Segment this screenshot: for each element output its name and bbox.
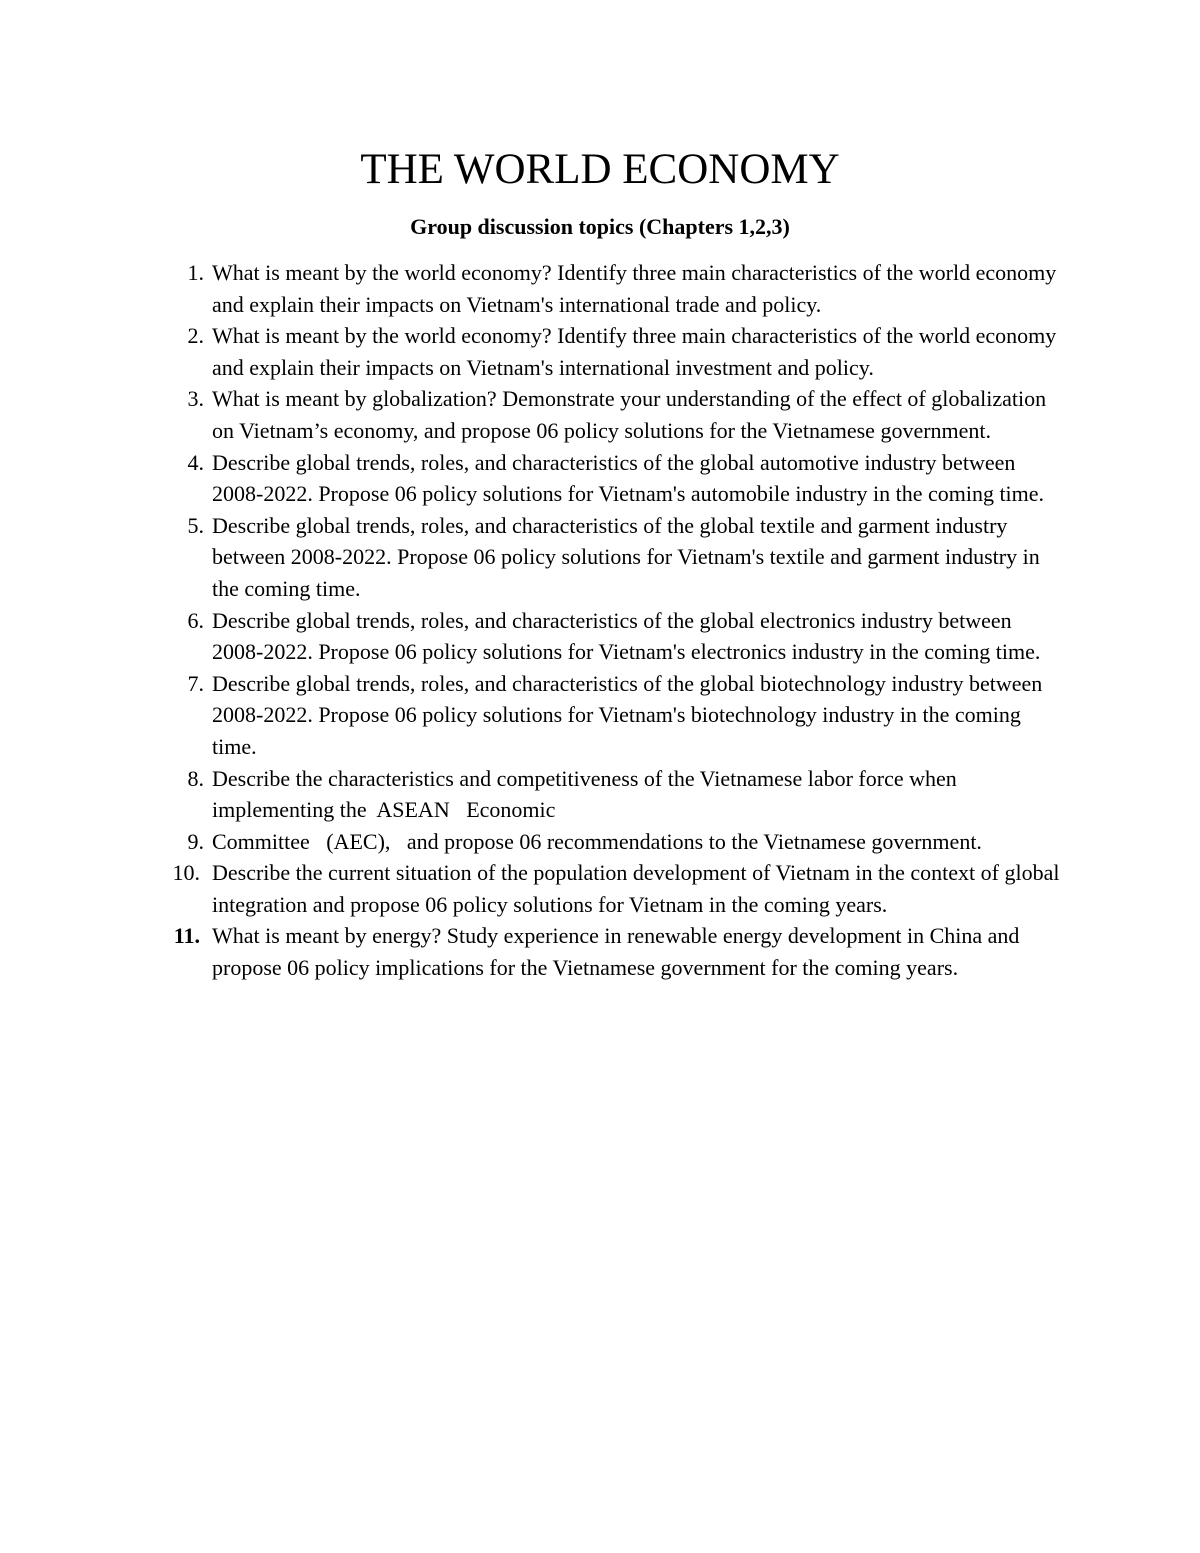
- topic-text: What is meant by energy? Study experience in renewable energy development in China and propose 06 policy implications for the Vietnamese government for the coming years.: [212, 923, 1020, 981]
- topic-text: Describe global trends, roles, and characteristics of the global textile and garment industry between 2008-2022. Propose 06 policy solutions for Vietnam's textile and garment industry in the coming time.: [212, 512, 1040, 601]
- list-item: [158, 857, 1068, 920]
- topic-text: Committee (AEC), and propose 06 recommendations to the Vietnamese government.: [212, 828, 982, 854]
- list-item: [158, 668, 1068, 763]
- topic-number: 5.: [187, 512, 204, 538]
- topic-text: Describe global trends, roles, and characteristics of the global electronics industry between 2008-2022. Propose 06 policy solutions for Vietnam's electronics industry in the coming time.: [212, 607, 1041, 665]
- topic-number: 11.: [173, 923, 200, 949]
- topic-number: 6.: [187, 607, 204, 633]
- topic-text: What is meant by the world economy? Identify three main characteristics of the world economy and explain their impacts on Vietnam's international investment and policy.: [212, 323, 1057, 380]
- document-title: THE WORLD ECONOMY: [360, 146, 840, 193]
- topic-text: Describe global trends, roles, and characteristics of the global automotive industry between 2008-2022. Propose 06 policy solutions for Vietnam's automobile industry in the coming time.: [212, 449, 1045, 507]
- topic-number: 8.: [187, 765, 204, 791]
- topic-number: 7.: [187, 670, 204, 696]
- topic-number: 1.: [187, 260, 204, 285]
- list-item: [158, 447, 1068, 510]
- topic-number: 3.: [187, 386, 204, 412]
- topic-number: 10.: [172, 860, 200, 886]
- topic-text: What is meant by the world economy? Identify three main characteristics of the world economy and explain their impacts on Vietnam's international trade and policy.: [212, 260, 1057, 317]
- topic-text: What is meant by globalization? Demonstrate your understanding of the effect of globalization on Vietnam’s economy, and propose 06 policy solutions for the Vietnamese government.: [212, 386, 1047, 443]
- list-item: [158, 320, 1068, 383]
- topic-text: Describe the current situation of the population development of Vietnam in the context of global integration and propose 06 policy solutions for Vietnam in the coming years.: [212, 860, 1060, 917]
- list-item: [158, 920, 1068, 983]
- topic-text: Describe the characteristics and competitiveness of the Vietnamese labor force when implementing the ASEAN Economic: [212, 765, 963, 823]
- list-item: [158, 763, 1068, 826]
- list-item: [158, 383, 1068, 446]
- document-subtitle: Group discussion topics (Chapters 1,2,3): [410, 214, 790, 239]
- list-item: [158, 257, 1068, 320]
- list-item: [158, 605, 1068, 668]
- topic-number: 9.: [187, 828, 204, 854]
- topic-number: 4.: [187, 449, 204, 475]
- list-item: [158, 510, 1068, 605]
- list-item: [158, 826, 1068, 858]
- topic-list: [158, 257, 1068, 984]
- topic-number: 2.: [187, 323, 204, 349]
- topic-text: Describe global trends, roles, and characteristics of the global biotechnology industry between 2008-2022. Propose 06 policy solutions for Vietnam's biotechnology industry in the coming time.: [212, 670, 1043, 759]
